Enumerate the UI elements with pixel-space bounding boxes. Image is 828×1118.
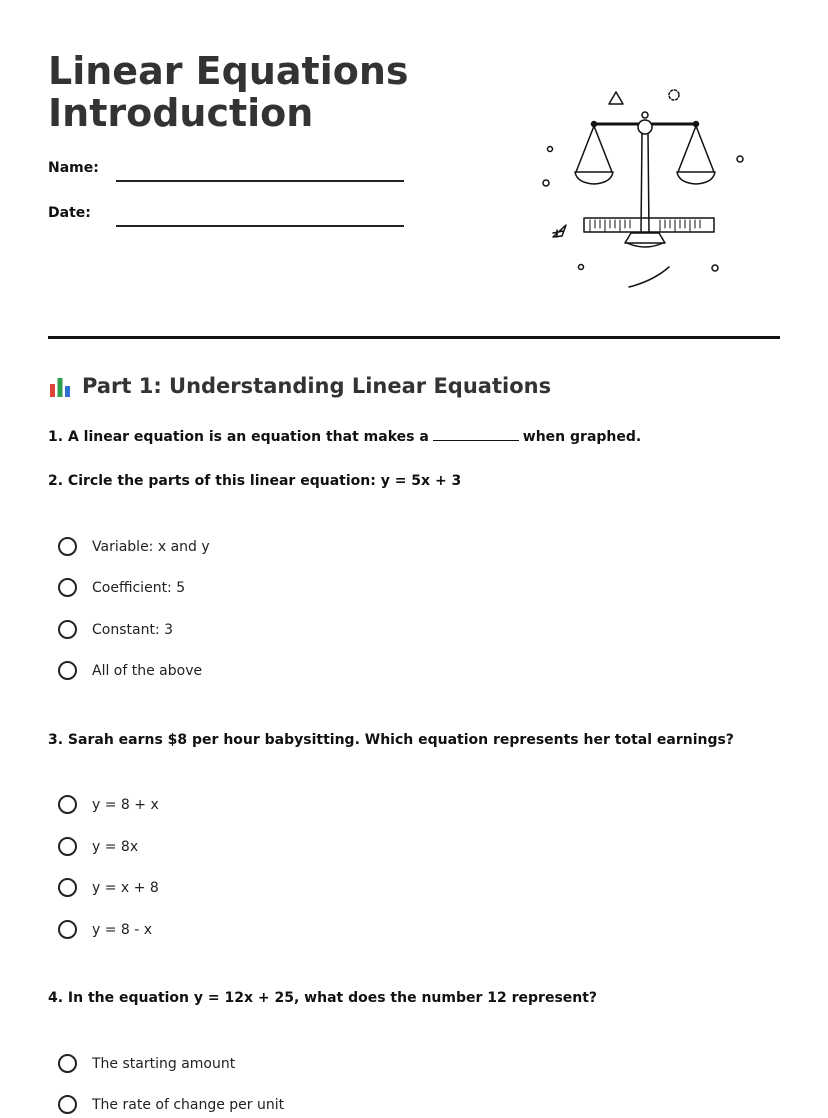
option-label: y = 8 + x <box>92 796 159 813</box>
question-3: 3. Sarah earns $8 per hour babysitting. Which equation represents her total earnings? <box>48 732 734 748</box>
radio-circle-icon[interactable] <box>58 837 77 856</box>
date-field[interactable] <box>116 225 404 227</box>
option-label: Constant: 3 <box>92 621 174 638</box>
pencil-icon <box>553 225 566 237</box>
radio-circle-icon[interactable] <box>58 620 77 639</box>
question-4-option[interactable] <box>58 1095 284 1114</box>
radio-circle-icon[interactable] <box>58 661 77 680</box>
question-1-text-before: A linear equation is an equation that makes a <box>67 429 429 445</box>
section-divider <box>48 336 780 339</box>
question-1 <box>48 428 641 445</box>
radio-circle-icon[interactable] <box>58 878 77 897</box>
question-2-option[interactable] <box>58 620 173 639</box>
question-2-option[interactable] <box>58 537 210 556</box>
question-2-option[interactable] <box>58 578 185 597</box>
radio-circle-icon[interactable] <box>58 537 77 556</box>
dot-icon <box>712 265 718 271</box>
question-3-option[interactable] <box>58 795 159 814</box>
section-heading <box>48 374 551 398</box>
question-3-option[interactable] <box>58 837 138 856</box>
option-label: Variable: x and y <box>92 538 210 555</box>
name-field[interactable] <box>116 180 404 182</box>
dotted-circle-icon <box>669 90 679 100</box>
option-label: The rate of change per unit <box>92 1096 285 1113</box>
scale-icon <box>575 112 715 247</box>
bar-chart-icon <box>48 374 72 398</box>
balance-scale-illustration <box>535 85 750 295</box>
option-label: y = x + 8 <box>92 879 159 896</box>
worksheet-title <box>48 50 409 134</box>
dot-icon <box>737 156 743 162</box>
radio-circle-icon[interactable] <box>58 920 77 939</box>
question-4-option[interactable] <box>58 1054 235 1073</box>
section-heading-text: Part 1: Understanding Linear Equations <box>82 374 552 398</box>
option-label: All of the above <box>92 662 203 679</box>
triangle-icon <box>609 92 623 104</box>
option-label: The starting amount <box>92 1055 236 1072</box>
date-label: Date: <box>48 205 91 221</box>
dot-icon <box>579 265 584 270</box>
radio-circle-icon[interactable] <box>58 578 77 597</box>
question-1-text-after: when graphed. <box>522 429 642 445</box>
option-label: y = 8 - x <box>92 921 153 938</box>
radio-circle-icon[interactable] <box>58 795 77 814</box>
dot-icon <box>543 180 549 186</box>
stroke-mark-icon <box>629 267 669 287</box>
question-3-option[interactable] <box>58 878 159 897</box>
question-1-number: 1. <box>48 429 64 445</box>
question-3-option[interactable] <box>58 920 152 939</box>
title-line-2: Introduction <box>48 91 314 135</box>
dot-icon <box>548 147 553 152</box>
name-label: Name: <box>48 160 99 176</box>
question-2: 2. Circle the parts of this linear equation: y = 5x + 3 <box>48 473 462 489</box>
radio-circle-icon[interactable] <box>58 1095 77 1114</box>
title-line-1: Linear Equations <box>48 49 409 93</box>
fill-in-blank[interactable] <box>433 428 519 441</box>
option-label: y = 8x <box>92 838 139 855</box>
question-4: 4. In the equation y = 12x + 25, what does the number 12 represent? <box>48 990 598 1006</box>
question-2-option[interactable] <box>58 661 202 680</box>
option-label: Coefficient: 5 <box>92 579 186 596</box>
radio-circle-icon[interactable] <box>58 1054 77 1073</box>
